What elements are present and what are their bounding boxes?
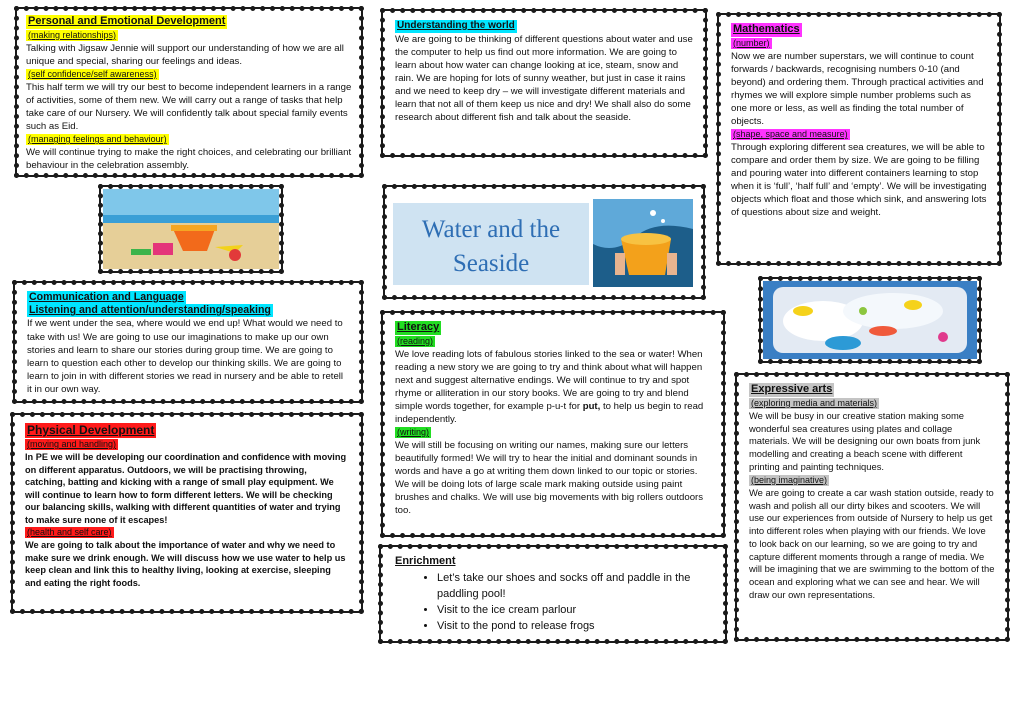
mathematics-section — [716, 12, 1002, 266]
understanding-world-section — [380, 8, 708, 158]
section-subheading: (managing feelings and behaviour) — [28, 134, 167, 145]
communication-language-section — [12, 280, 364, 404]
expressive-arts-section — [734, 372, 1010, 642]
banner-title: Water and the Seaside — [421, 216, 561, 277]
section-subheading: (exploring media and materials) — [751, 397, 878, 408]
literacy-section — [380, 310, 726, 538]
section-title: Physical Development — [27, 423, 155, 437]
section-text: This half term we will try our best to become independent learners in a range of activities, some of them new. We will carry out a range of tasks that help take care of our Nursery. We will confidently talk about special family events such as Eid. — [26, 81, 352, 133]
section-title: Personal and Emotional Development — [28, 15, 226, 27]
beach-photo — [98, 184, 284, 274]
section-subheading: (number) — [733, 37, 770, 48]
section-title: Understanding the world — [397, 20, 515, 31]
section-title: Expressive arts — [751, 383, 833, 395]
water-bucket-image — [593, 199, 693, 287]
section-title: Enrichment — [395, 555, 456, 567]
beach-bucket-image — [103, 189, 279, 269]
reading-text: We love reading lots of fabulous stories linked to the sea or water! When reading a new story we are going to try and think about what will happen next and suggest alternative endings. We will continue to try and spot rhyme or alliteration in our story books. We are going to try and blend simple words together, for example p-u-t for — [395, 348, 703, 412]
section-text: Now we are number superstars, we will continue to count forwards / backwards, recognising numbers 0-10 (and beyond) and ordering them. Through practical activities and rhymes we will explore simple number problems such as one more or less, as well as finding the total number of objects. — [731, 50, 984, 128]
list-item: • Visit to the ice cream parlour — [437, 603, 713, 619]
water-tray-image — [763, 281, 977, 359]
topic-banner — [382, 184, 706, 300]
section-text: Talking with Jigsaw Jennie will support our understanding of how we are all unique and special, sharing our feelings and ideas. — [26, 42, 344, 67]
enrichment-section — [378, 544, 728, 644]
water-tray-photo — [758, 276, 982, 364]
list-item: • Visit to the pond to release frogs — [437, 619, 713, 635]
enrichment-list — [393, 571, 713, 635]
personal-emotional-section — [14, 6, 364, 178]
section-subheading: (being imaginative) — [751, 474, 828, 485]
section-subheading: (shape, space and measure) — [733, 129, 848, 140]
section-text: Through exploring different sea creatures, we will be able to compare and order them by size. We are going to be filling and pouring water into different containers learning to stop when it is ‘full’, ‘half full’ and ‘empty’. We will be investigating objects which float and those which sink, and answering lots of questions about size and weight. — [731, 142, 987, 219]
section-subheading: (health and self care) — [27, 527, 112, 538]
section-subheading: (reading) — [397, 335, 434, 346]
section-text: In PE we will be developing our coordination and confidence with moving on different apparatus. Outdoors, we will be practising throwing, catching, batting and kicking with a range of small play equipment. We will continue to learn how to form different letters. We will be checking our balancing skills, walking with different quantities of water and trying to make sure none of it escapes! — [25, 452, 347, 525]
section-subheading: (moving and handling) — [27, 439, 117, 450]
section-subheading: (self confidence/self awareness) — [28, 68, 157, 79]
section-subheading: (making relationships) — [28, 29, 117, 40]
section-title: Literacy — [397, 321, 440, 333]
physical-development-section — [10, 412, 364, 614]
section-text — [395, 348, 711, 426]
section-text: We will still be focusing on writing our names, making sure our letters beautifully formed! We will try to hear the initial and dominant sounds in words and have a go at writing them down linked to our topic or stories. We will be doing lots of large scale mark making outside using paint brushes and chalks. We will use big movements with big rollers outdoors too. — [395, 440, 704, 517]
reading-text-end: to help us begin to read independently. — [395, 400, 704, 426]
section-subheading: (writing) — [397, 427, 430, 438]
section-title: Mathematics — [733, 23, 800, 35]
section-text: We are going to talk about the importance of water and why we need to make sure we drink enough. We will discuss how we use water to help us keep clean and link this to healthy living, looking at exercise, sleeping and eating the right foods. — [25, 540, 346, 588]
section-text: If we went under the sea, where would we end up! What would we need to take with us! We are going to use our imaginations to make up our own stories and learn to share our stories during group time. We are going to learn to question each other to develop our thinking skills. We are going to learn to join in with different stories we read in nursery and be able to retell it in our own way. — [27, 318, 344, 395]
section-subheading: Listening and attention/understanding/speaking — [29, 304, 271, 317]
section-title: Communication and Language — [29, 291, 184, 303]
list-item: • Let’s take our shoes and socks off and paddle in the paddling pool! — [437, 571, 713, 603]
section-text: We will be busy in our creative station making some wonderful sea creatures using plates and collage materials. We will be designing our own boats from junk modelling and creating a beach scene with different printing and painting techniques. — [749, 409, 981, 472]
section-text: We are going to be thinking of different questions about water and use the computer to help us find out more information. We are going to learn about how water can change looking at ice, steam, snow and rain. We are hoping for lots of sunny weather, but just in case it rains and we need to keep dry – we will investigate different materials and learn that not all of them keep us nice and dry! We shall also do some research about different fish and talk about the seaside. — [395, 33, 693, 123]
section-text: We will continue trying to make the right choices, and celebrating our brilliant behaviour in the celebration assembly. — [26, 147, 352, 172]
reading-text-bold: put, — [582, 400, 601, 412]
section-text: We are going to create a car wash station outside, ready to wash and polish all our dirty bikes and scooters. We will use our experiences from outside of Nursery to help us get into different roles when playing with our friends. We love to look back on our learning, so we are going to try and capture different moments through a range of media. We will be imagining that we are swimming to the bottom of the ocean and exploring what we can see and hear. We will draw our own representations. — [749, 486, 995, 600]
